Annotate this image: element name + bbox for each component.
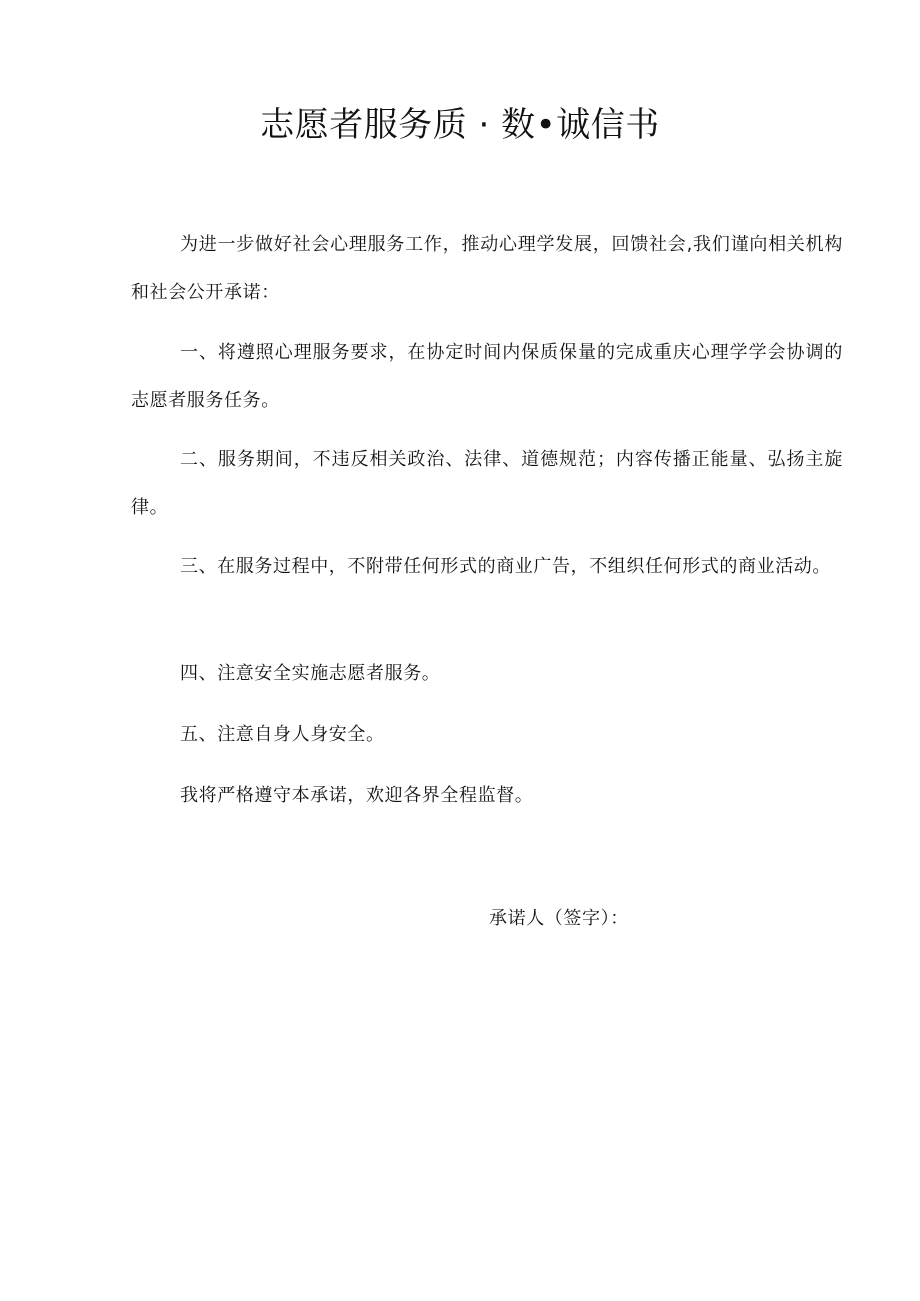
pledge-item-5: 五、注意自身人身安全。 (180, 724, 385, 745)
pledge-item-2: 二、服务期间，不违反相关政治、法律、道德规范；内容传播正能量、弘扬主旋律。 (131, 449, 843, 518)
intro-paragraph: 为进一步做好社会心理服务工作，推动心理学发展，回馈社会,我们谨向相关机构和社会公开承诺： (131, 234, 843, 303)
pledge-item-3: 三、在服务过程中，不附带任何形式的商业广告，不组织任何形式的商业活动。 (180, 556, 831, 577)
signature-label: 承诺人（签字）： (489, 908, 629, 929)
closing-paragraph: 我将严格遵守本承诺，欢迎各界全程监督。 (180, 785, 534, 806)
document-title: 志愿者服务质 · 数•诚信书 (260, 105, 660, 145)
pledge-item-4: 四、注意安全实施志愿者服务。 (180, 663, 441, 684)
pledge-item-1: 一、将遵照心理服务要求，在协定时间内保质保量的完成重庆心理学学会协调的志愿者服务任务。 (131, 342, 843, 411)
